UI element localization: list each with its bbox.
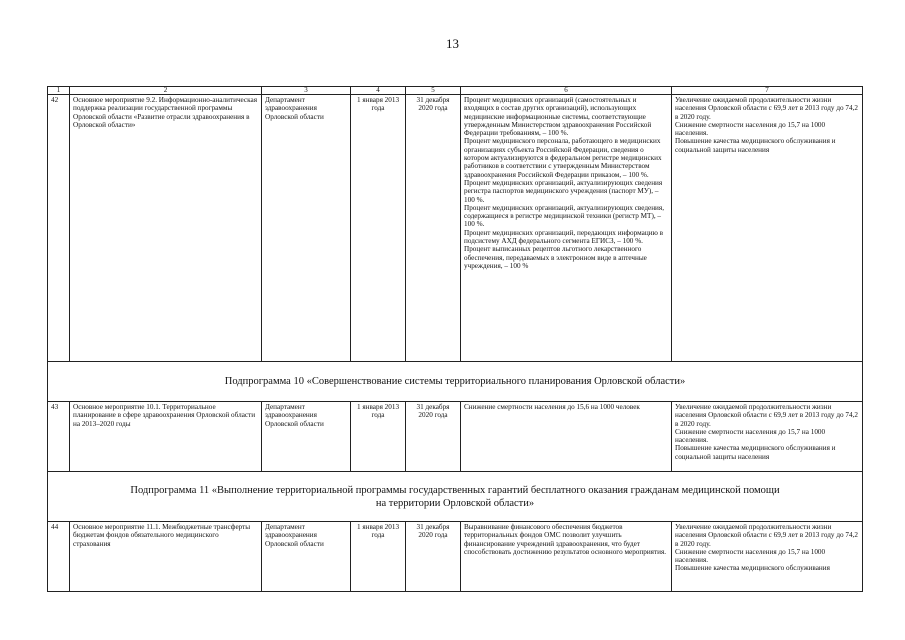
end-date-cell: 31 декабря 2020 года bbox=[406, 402, 461, 472]
indicators-cell bbox=[461, 402, 672, 472]
result-text: Повышение качества медицинского обслуживания и социальной защиты населения bbox=[675, 137, 836, 154]
column-number-row bbox=[48, 87, 863, 95]
measure-cell: Основное мероприятие 10.1. Территориальное планирование в сфере здравоохранения Орловской области на 2013–2020 годы bbox=[70, 402, 262, 472]
result-text: Увеличение ожидаемой продолжительности жизни населения Орловской области с 69,9 лет в 2013 году до 74,2 в 2020 году. bbox=[675, 96, 858, 121]
column-number: 4 bbox=[351, 87, 406, 95]
start-date-cell: 1 января 2013 года bbox=[351, 95, 406, 362]
indicator-text: Выравнивание финансового обеспечения бюджетов территориальных фондов ОМС позволит улучшить финансирование учреждений здравоохранения, что будет способствовать достижению результатов основного мероприятия. bbox=[464, 523, 667, 556]
result-text: Повышение качества медицинского обслуживания bbox=[675, 564, 830, 573]
indicator-text: Процент медицинских организаций, актуализирующих сведения, содержащиеся в регистре медицинской техники (регистр МТ), – 100 %. bbox=[464, 203, 665, 229]
results-cell bbox=[672, 522, 863, 592]
table-row bbox=[48, 95, 863, 362]
column-number: 5 bbox=[406, 87, 461, 95]
column-number: 2 bbox=[70, 87, 262, 95]
start-date-cell: 1 января 2013 года bbox=[351, 402, 406, 472]
result-text: Увеличение ожидаемой продолжительности жизни населения Орловской области с 69,9 лет в 2013 году до 74,2 в 2020 году. bbox=[675, 403, 858, 428]
result-text: Снижение смертности населения до 15,7 на 1000 населения. bbox=[675, 547, 826, 565]
end-date-cell: 31 декабря 2020 года bbox=[406, 95, 461, 362]
subprogram-title: Подпрограмма 10 «Совершенствование системы территориального планирования Орловской области» bbox=[48, 362, 863, 402]
program-measures-table bbox=[47, 86, 863, 592]
executor-cell: Департамент здравоохранения Орловской области bbox=[262, 95, 351, 362]
column-number: 7 bbox=[672, 87, 863, 95]
table-row bbox=[48, 402, 863, 472]
table-row bbox=[48, 522, 863, 592]
indicator-text: Процент медицинских организаций (самостоятельных и входящих в состав других организаций), использующих медицинские информационные системы, соответствующие утвержденным Министерством здравоохранения Российской Федерации требованиям, – 100 %. bbox=[464, 96, 652, 138]
indicators-cell bbox=[461, 95, 672, 362]
indicator-text: Снижение смертности населения до 15,6 на 1000 человек bbox=[464, 403, 640, 411]
results-cell bbox=[672, 95, 863, 362]
start-date-cell: 1 января 2013 года bbox=[351, 522, 406, 592]
indicator-text: Процент медицинских организаций, актуализирующих сведения регистра паспортов медицинского учреждения (паспорт МУ), – 100 %. bbox=[464, 178, 663, 204]
results-cell bbox=[672, 402, 863, 472]
subprogram-title: Подпрограмма 11 «Выполнение территориальной программы государственных гарантий бесплатного оказания гражданам медицинской помощи на территории Орловской области» bbox=[48, 472, 863, 522]
end-date-cell: 31 декабря 2020 года bbox=[406, 522, 461, 592]
row-number: 44 bbox=[48, 522, 70, 592]
row-number: 42 bbox=[48, 95, 70, 362]
page-number: 13 bbox=[446, 36, 459, 51]
indicators-cell bbox=[461, 522, 672, 592]
result-text: Снижение смертности населения до 15,7 на 1000 населения. bbox=[675, 427, 826, 445]
row-number: 43 bbox=[48, 402, 70, 472]
column-number: 3 bbox=[262, 87, 351, 95]
result-text: Увеличение ожидаемой продолжительности жизни населения Орловской области с 69,9 лет в 2013 году до 74,2 в 2020 году. bbox=[675, 523, 858, 548]
indicator-text: Процент медицинских организаций, передающих информацию в подсистему АХД федерального сегмента ЕГИСЗ, – 100 %. bbox=[464, 228, 664, 246]
subprogram-row bbox=[48, 472, 863, 522]
column-number: 6 bbox=[461, 87, 672, 95]
subprogram-row bbox=[48, 362, 863, 402]
result-text: Повышение качества медицинского обслуживания и социальной защиты населения bbox=[675, 444, 836, 461]
result-text: Снижение смертности населения до 15,7 на 1000 населения. bbox=[675, 120, 826, 138]
executor-cell: Департамент здравоохранения Орловской области bbox=[262, 522, 351, 592]
executor-cell: Департамент здравоохранения Орловской области bbox=[262, 402, 351, 472]
column-number: 1 bbox=[48, 87, 70, 95]
measure-cell: Основное мероприятие 11.1. Межбюджетные трансферты бюджетам фондов обязательного медицинского страхования bbox=[70, 522, 262, 592]
measure-cell: Основное мероприятие 9.2. Информационно-аналитическая поддержка реализации государственной программы Орловской области «Развитие отрасли здравоохранения в Орловской области» bbox=[70, 95, 262, 362]
indicator-text: Процент медицинского персонала, работающего в медицинских организациях субъекта Российской Федерации, сведения о котором актуализируются в федеральном регистре медицинских работников в соответствии с утвержденным Министерством здравоохранения Российской Федерации приказом, – 100 %. bbox=[464, 137, 662, 179]
indicator-text: Процент выписанных рецептов льготного лекарственного обеспечения, передаваемых в электронном виде в аптечные учреждения, – 100 % bbox=[464, 245, 647, 270]
